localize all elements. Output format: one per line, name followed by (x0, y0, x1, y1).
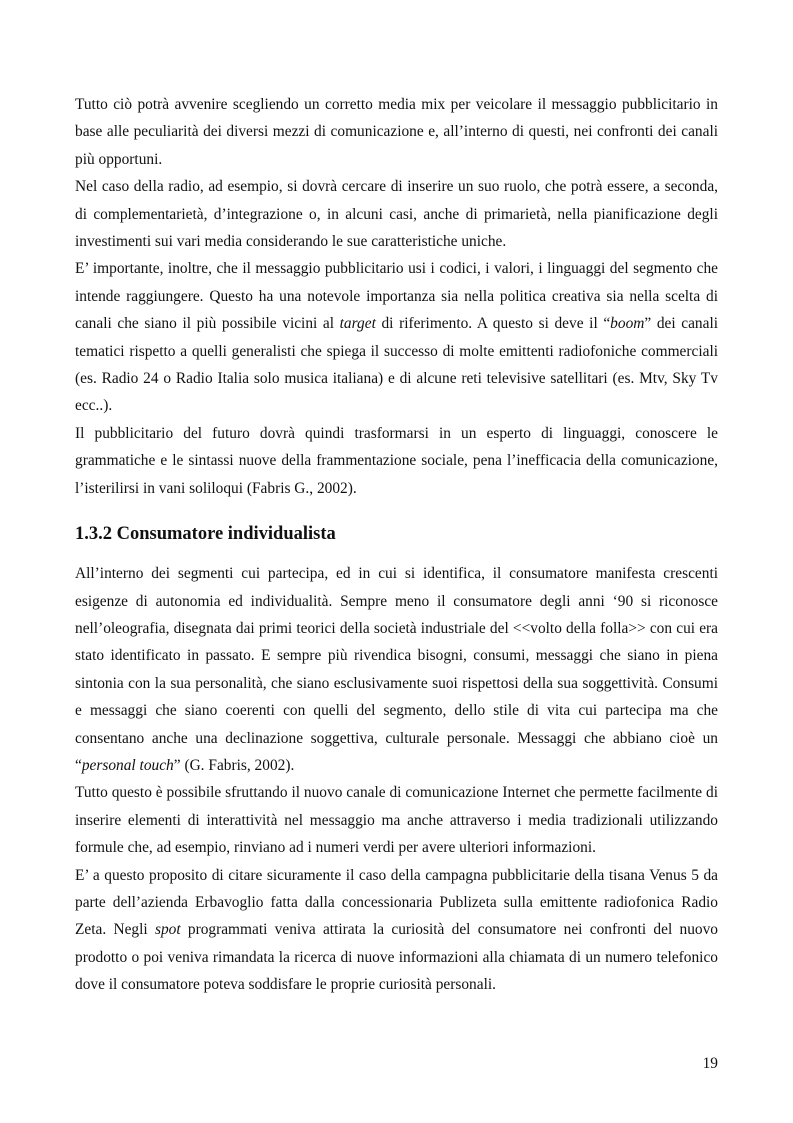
text-run: E’ importante, inoltre, che il messaggio pubblicitario usi i codici, i valori, i linguaggi del segmento che intende raggiungere. Questo ha una notevole importanza sia nella politica creativa sia nella scelta di canali che siano il più possibile vicini al (75, 260, 718, 333)
italic-term-boom: boom (610, 315, 645, 333)
paragraph-media-mix: Tutto ciò potrà avvenire scegliendo un corretto media mix per veicolare il messaggio pubblicitario in base alle peculiarità dei diversi mezzi di comunicazione e, all’interno di questi, nei confronti dei canali più opportuni. (75, 96, 718, 168)
text-run: All’interno dei segmenti cui partecipa, ed in cui si identifica, il consumatore manifesta crescenti esigenze di autonomia ed individualità. Sempre meno il consumatore degli anni ‘90 si riconosce nell’oleografia, disegnata dai primi teorici della società industriale del <<volto della folla>> con cui era stato identificato in passato. E sempre più rivendica bisogni, consumi, messaggi che siano in piena sintonia con la sua personalità, che siano esclusivamente suoi rispettosi della sua soggettività. Consumi e messaggi che siano coerenti con quelli del segmento, dello stile di vita cui partecipa ma che consentano anche una declinazione soggettiva, culturale personale. Messaggi che abbiano cioè un “ (75, 565, 718, 774)
paragraph-segmenti (75, 560, 718, 779)
paragraph-internet: Tutto questo è possibile sfruttando il nuovo canale di comunicazione Internet che permette facilmente di inserire elementi di interattività nel messaggio ma anche attraverso i media tradizionali utilizzando formule che, ad esempio, rinviano ad i numeri verdi per avere ulteriori informazioni. (75, 784, 718, 857)
text-run: ” dei canali tematici rispetto a quelli generalisti che spiega il successo di molte emittenti radiofoniche commerciali (es. Radio 24 o Radio Italia solo musica italiana) e di alcune reti televisive satellitari (es. Mtv, Sky Tv ecc..). (75, 315, 718, 415)
text-run: programmati veniva attirata la curiosità del consumatore nei confronti del nuovo prodotto o poi veniva rimandata la ricerca di nuove informazioni alla chiamata di un numero telefonico dove il consumatore poteva soddisfare le proprie curiosità personali. (75, 921, 718, 994)
text-run: di riferimento. A questo si deve il “ (375, 315, 611, 333)
document-page (75, 91, 718, 999)
paragraph-codici (75, 255, 718, 419)
text-run: E’ a questo proposito di citare sicuramente il caso della campagna pubblicitarie della tisana Venus 5 da parte dell’azienda Erbavoglio fatta dalla concessionaria Publizeta sulla emittente radiofonica Radio Zeta. Negli (75, 866, 718, 939)
text-run: ” (G. Fabris, 2002). (173, 756, 295, 774)
section-heading: 1.3.2 Consumatore individualista (75, 524, 336, 545)
paragraph-venus (75, 862, 718, 999)
paragraph-radio: Nel caso della radio, ad esempio, si dovrà cercare di inserire un suo ruolo, che potrà essere, a seconda, di complementarietà, d’integrazione o, in alcuni casi, anche di primarietà, nella pianificazione degli investimenti sui vari media considerando le sue caratteristiche uniche. (75, 178, 718, 251)
italic-term-personal-touch: personal touch (81, 756, 174, 774)
page-number: 19 (702, 1055, 718, 1072)
italic-term-spot: spot (154, 921, 181, 939)
paragraph-pubblicitario-futuro: Il pubblicitario del futuro dovrà quindi trasformarsi in un esperto di linguaggi, conoscere le grammatiche e le sintassi nuove della frammentazione sociale, pena l’inefficacia della comunicazione, l’isterilirsi in vani soliloqui (Fabris G., 2002). (75, 424, 718, 497)
italic-term-target: target (339, 315, 376, 333)
